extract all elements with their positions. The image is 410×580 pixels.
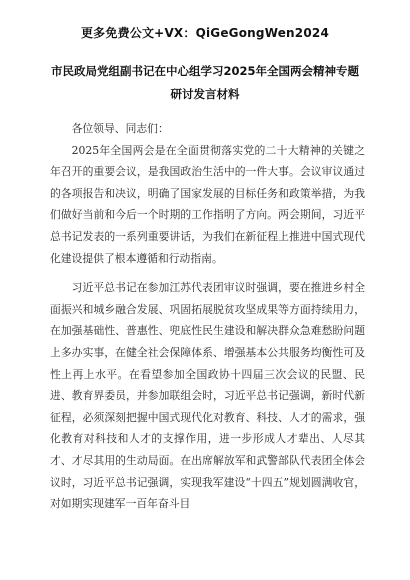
- paragraph-1: 2025年全国两会是在全面贯彻落实党的二十大精神的关键之年召开的重要会议，是我国政治生活中的一件大事。会议审议通过的各项报告和决议，明确了国家发展的目标任务和政策举措，为我们做好当前和今后一个时期的工作指明了方向。两会期间，习近平总书记发表的一系列重要讲话，为我们在新征程上推进中国式现代化建设提供了根本遵循和行动指南。: [50, 143, 365, 265]
- promo-banner: 更多免费公文+VX：QiGeGongWen2024: [80, 26, 329, 40]
- document-body: [50, 118, 365, 515]
- paragraph-2: 习近平总书记在参加江苏代表团审议时强调，要在推进乡村全面振兴和城乡融合发展、巩固拓展脱贫攻坚成果等方面持续用力，在加强基础性、普惠性、兜底性民生建设和解决群众急难愁盼问题上多办实事，在健全社会保障体系、增强基本公共服务均衡性可及性上再上水平。在看望参加全国政协十四届三次会议的民盟、民进、教育界委员，并参加联组会时，习近平总书记强调，新时代新征程，必须深刻把握中国式现代化对教育、科技、人才的需求，强化教育对科技和人才的支撑作用，进一步形成人才辈出、人尽其才、才尽其用的生动局面。在出席解放军和武警部队代表团全体会议时，习近平总书记强调，实现我军建设“十四五”规划圆满收官，对如期实现建军一百年奋斗目: [50, 281, 365, 511]
- salutation: 各位领导、同志们：: [71, 122, 169, 135]
- document-title: 市民政局党组副书记在中心组学习2025年全国两会精神专题研讨发言材料: [50, 64, 359, 101]
